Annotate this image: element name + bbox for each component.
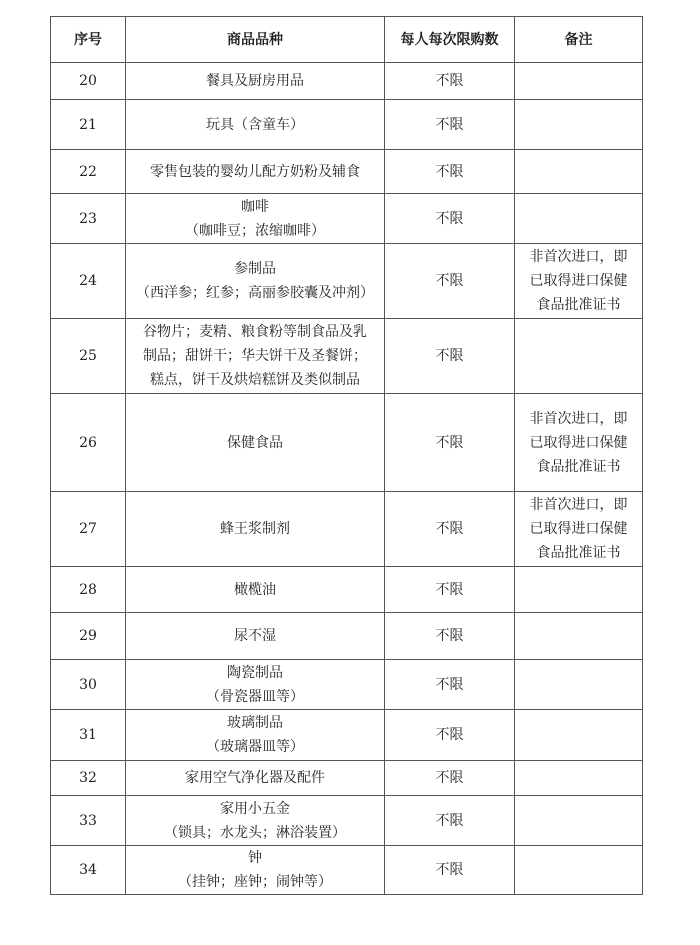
- goods-category-line: 玻璃制品: [227, 715, 283, 731]
- purchase-limit-cell: 不限: [385, 846, 515, 895]
- serial-no-cell: 25: [51, 319, 126, 394]
- remarks-line: 非首次进口，即: [529, 497, 628, 513]
- goods-category-line: 尿不湿: [234, 628, 276, 644]
- remarks-cell: [515, 846, 643, 895]
- goods-category-line: 糕点，饼干及烘焙糕饼及类似制品: [150, 372, 360, 388]
- table-body: [51, 63, 643, 895]
- goods-category-cell: [126, 761, 385, 796]
- remarks-cell: [515, 319, 643, 394]
- table-row: [51, 846, 643, 895]
- table-row: [51, 244, 643, 319]
- goods-category-line: （咖啡豆；浓缩咖啡）: [185, 222, 325, 239]
- goods-category-cell: [126, 492, 385, 567]
- remarks-line: 食品批准证书: [536, 545, 621, 561]
- remarks-cell: [515, 660, 643, 710]
- table-row: [51, 567, 643, 613]
- goods-category-cell: [126, 194, 385, 244]
- goods-category-line: 参制品: [234, 261, 276, 277]
- purchase-limit-cell: 不限: [385, 492, 515, 567]
- purchase-limit-cell: 不限: [385, 100, 515, 150]
- remarks-cell: [515, 394, 643, 492]
- header-serial-no: 序号: [51, 17, 126, 63]
- table-row: [51, 796, 643, 846]
- purchase-limit-cell: 不限: [385, 194, 515, 244]
- table-row: [51, 319, 643, 394]
- table-row: [51, 194, 643, 244]
- purchase-limit-cell: 不限: [385, 394, 515, 492]
- goods-category-line: （西洋参；红参；高丽参胶囊及冲剂）: [136, 285, 374, 301]
- serial-no-cell: 32: [51, 761, 126, 796]
- table-row: [51, 63, 643, 100]
- table-row: [51, 150, 643, 194]
- goods-category-cell: [126, 567, 385, 613]
- remarks-cell: [515, 492, 643, 567]
- serial-no-cell: 21: [51, 100, 126, 150]
- table-row: [51, 100, 643, 150]
- goods-category-line: （锁具；水龙头；淋浴装置）: [164, 824, 346, 841]
- purchase-limit-cell: 不限: [385, 244, 515, 319]
- goods-category-line: 餐具及厨房用品: [206, 73, 304, 89]
- remarks-cell: [515, 796, 643, 846]
- goods-category-line: 家用小五金: [220, 800, 290, 817]
- serial-no-cell: 31: [51, 710, 126, 761]
- goods-category-line: （骨瓷器皿等）: [206, 688, 304, 705]
- remarks-line: 食品批准证书: [536, 297, 621, 313]
- purchase-limit-cell: 不限: [385, 761, 515, 796]
- goods-category-line: 谷物片；麦精、粮食粉等制食品及乳: [143, 324, 367, 340]
- goods-category-cell: [126, 796, 385, 846]
- remarks-cell: [515, 100, 643, 150]
- goods-category-line: 制品；甜饼干；华夫饼干及圣餐饼；: [143, 348, 367, 364]
- purchase-limit-cell: 不限: [385, 710, 515, 761]
- goods-category-cell: [126, 660, 385, 710]
- serial-no-cell: 27: [51, 492, 126, 567]
- purchase-limit-cell: 不限: [385, 319, 515, 394]
- remarks-line: 已取得进口保健: [529, 521, 628, 537]
- serial-no-cell: 24: [51, 244, 126, 319]
- serial-no-cell: 20: [51, 63, 126, 100]
- table-row: [51, 710, 643, 761]
- goods-category-line: 零售包装的婴幼儿配方奶粉及辅食: [150, 163, 360, 180]
- purchase-limit-cell: 不限: [385, 660, 515, 710]
- serial-no-cell: 30: [51, 660, 126, 710]
- goods-category-cell: [126, 319, 385, 394]
- goods-category-line: （玻璃器皿等）: [206, 739, 304, 755]
- remarks-cell: [515, 613, 643, 660]
- goods-category-cell: [126, 710, 385, 761]
- serial-no-cell: 29: [51, 613, 126, 660]
- goods-category-line: 钟: [248, 850, 262, 866]
- remarks-line: 非首次进口，即: [529, 249, 628, 265]
- table-row: [51, 492, 643, 567]
- purchase-limit-cell: 不限: [385, 63, 515, 100]
- remarks-cell: [515, 567, 643, 613]
- purchase-limit-cell: 不限: [385, 796, 515, 846]
- remarks-cell: [515, 710, 643, 761]
- purchase-limit-cell: 不限: [385, 613, 515, 660]
- goods-category-line: 家用空气净化器及配件: [185, 770, 325, 786]
- table-row: [51, 613, 643, 660]
- goods-category-line: 保健食品: [227, 434, 283, 451]
- goods-category-line: 橄榄油: [234, 581, 276, 598]
- goods-category-line: 陶瓷制品: [227, 664, 283, 681]
- header-row: [51, 17, 643, 63]
- purchase-limit-cell: 不限: [385, 150, 515, 194]
- goods-category-line: 咖啡: [241, 198, 269, 215]
- remarks-cell: [515, 194, 643, 244]
- goods-category-cell: [126, 394, 385, 492]
- goods-category-cell: [126, 613, 385, 660]
- remarks-line: 已取得进口保健: [529, 273, 628, 289]
- table-row: [51, 761, 643, 796]
- remarks-line: 已取得进口保健: [529, 434, 628, 451]
- goods-category-line: 玩具（含童车）: [206, 116, 304, 133]
- table-row: [51, 660, 643, 710]
- remarks-line: 非首次进口，即: [529, 410, 628, 427]
- goods-category-cell: [126, 63, 385, 100]
- goods-category-cell: [126, 100, 385, 150]
- remarks-cell: [515, 761, 643, 796]
- header-goods-category: 商品品种: [126, 17, 385, 63]
- goods-category-cell: [126, 244, 385, 319]
- serial-no-cell: 28: [51, 567, 126, 613]
- remarks-cell: [515, 150, 643, 194]
- serial-no-cell: 22: [51, 150, 126, 194]
- remarks-cell: [515, 244, 643, 319]
- goods-category-cell: [126, 846, 385, 895]
- purchase-limit-cell: 不限: [385, 567, 515, 613]
- serial-no-cell: 23: [51, 194, 126, 244]
- goods-category-line: 蜂王浆制剂: [220, 521, 290, 537]
- remarks-line: 食品批准证书: [536, 458, 621, 475]
- header-remarks: 备注: [515, 17, 643, 63]
- header-purchase-limit: 每人每次限购数: [385, 17, 515, 63]
- goods-category-line: （挂钟；座钟；闹钟等）: [178, 874, 332, 890]
- table-row: [51, 394, 643, 492]
- serial-no-cell: 33: [51, 796, 126, 846]
- goods-limit-table: [50, 16, 643, 895]
- serial-no-cell: 26: [51, 394, 126, 492]
- goods-category-cell: [126, 150, 385, 194]
- remarks-cell: [515, 63, 643, 100]
- serial-no-cell: 34: [51, 846, 126, 895]
